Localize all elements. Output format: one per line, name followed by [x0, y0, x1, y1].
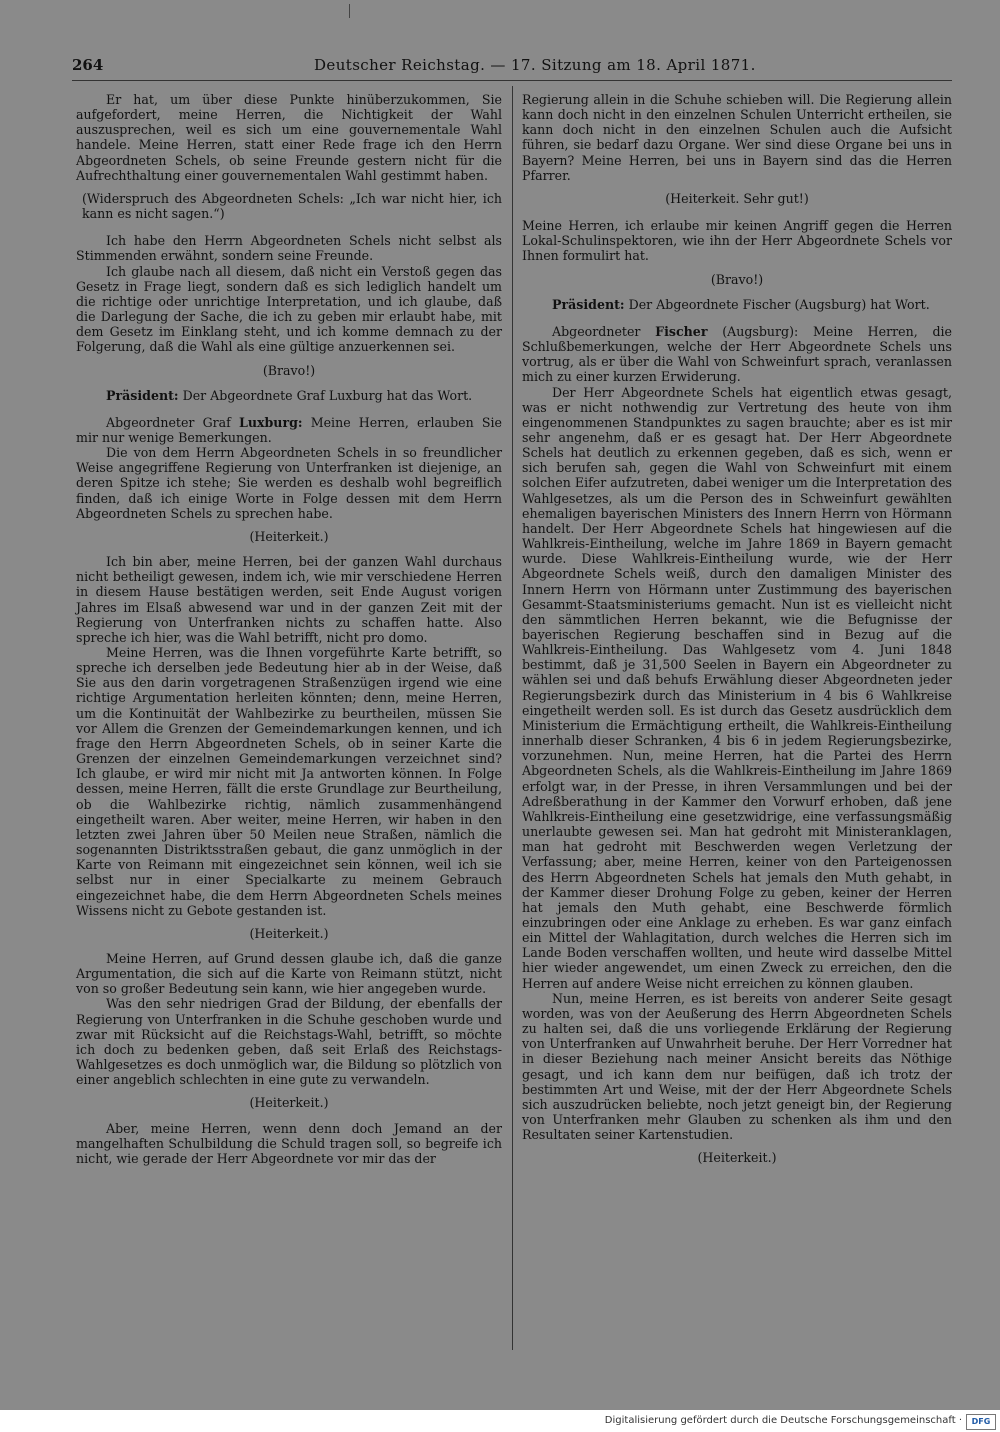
speech-text: Der Abgeordnete Fischer (Augsburg) hat Wort.	[624, 296, 930, 312]
right-column	[522, 92, 952, 1175]
column-divider	[512, 86, 513, 1350]
running-title: Deutscher Reichstag. — 17. Sitzung am 18. April 1871.	[314, 56, 756, 74]
stage-direction: (Heiterkeit.)	[249, 925, 329, 941]
speaker-prefix: Abgeordneter	[552, 323, 656, 339]
top-crop-mark	[349, 4, 350, 18]
paragraph: Regierung allein in die Schuhe schieben will. Die Regierung allein kann doch nicht in den einzelnen Schulen Unterricht ertheilen, sie kann doch nicht in den einzelnen Schulen auch die Aufsicht führen, sie bedarf dazu Organe. Wer sind diese Organe bei uns in Bayern? Meine Herren, bei uns in Bayern sind das die Herren Pfarrer.	[522, 92, 952, 183]
speaker-prefix: Abgeordneter Graf	[106, 414, 239, 430]
stage-direction: (Heiterkeit.)	[697, 1150, 777, 1166]
paragraph: Der Herr Abgeordnete Schels hat eigentlich etwas gesagt, was er nicht nothwendig zur Vertretung des heute von ihm eingenommenen Standpunktes zu sagen brauchte; aber es ist mir sehr angenehm, daß er es gesagt hat. Der Herr Abgeordnete Schels hat deutlich zu erkennen gegeben, daß es sich, wenn er sich berufen sah, gegen die Wahl von Schweinfurt mit einem solchen Eifer aufzutreten, dabei weniger um die Interpretation des Wahlgesetzes, als um die Person des in Schweinfurt gewählten ehemaligen bayerischen Ministers des Innern Herrn von Hörmann handelt. Der Herr Abgeordnete Schels hat hingewiesen auf die Wahlkreis-Eintheilung, welche im Jahre 1869 in Bayern gemacht wurde. Diese Wahlkreis-Eintheilung wurde, wie der Herr Abgeordnete Schels weiß, durch den damaligen Minister des Innern Herrn von Hörmann unter Zustimmung des bayerischen Gesammt-Staatsministeriums gemacht. Nun ist es vielleicht nicht den sämmtlichen Herren bekannt, wie die Befugnisse der bayerischen Regierung beschaffen sind in Bezug auf die Wahlkreis-Eintheilung. Das Wahlgesetz vom 4. Juni 1848 bestimmt, daß je 31,500 Seelen in Bayern ein Abgeordneter zu wählen sei und daß behufs Erwählung dieser Abgeordneten jeder Regierungsbezirk durch das Ministerium in 4 bis 6 Wahlkreise eingetheilt werden soll. Es ist durch das Gesetz ausdrücklich dem Ministerium die Ermächtigung ertheilt, die Wahlkreis-Eintheilung innerhalb dieser Schranken, 4 bis 6 in jedem Regierungsbezirke, vorzunehmen. Nun, meine Herren, hat die Partei des Herrn Abgeordneten Schels, als die Wahlkreis-Eintheilung im Jahre 1869 erfolgt war, in der Presse, in ihren Versammlungen und bei der Adreßberathung in der Kammer den Vorwurf erhoben, daß jene Wahlkreis-Eintheilung eine gesetzwidrige, eine verfassungsmäßig unerlaubte gewesen sei. Man hat gedroht mit Ministeranklagen, man hat gedroht mit Beschwerden wegen Verletzung der Verfassung; aber, meine Herren, keiner von den Parteigenossen des Herrn Abgeordneten Schels hat jemals den Muth gehabt, in der Kammer dieser Drohung Folge zu geben, keiner der Herren hat jemals den Muth gehabt, eine Beschwerde förmlich einzubringen oder eine Anklage zu erheben. Es war ganz einfach ein Mittel der Wahlagitation, durch welches die Herren sich im Lande Boden verschaffen wollten, und heute wird dasselbe Mittel hier wieder angewendet, um einen Zweck zu erreichen, den die Herren auf andere Weise nicht erreichen zu können glauben.	[522, 384, 952, 991]
paragraph: Er hat, um über diese Punkte hinüberzukommen, Sie aufgefordert, meine Herren, die Nichtigkeit der Wahl auszusprechen, weil es sich um eine gouvernementale Wahl handele. Meine Herren, statt einer Rede frage ich den Herrn Abgeordneten Schels, ob seine Freunde gestern nicht für die Aufrechthaltung einer gouvernementalen Wahl gestimmt haben.	[76, 92, 502, 183]
speaker-name: Präsident:	[552, 296, 625, 312]
speaker-paragraph	[76, 415, 502, 445]
paragraph: Meine Herren, ich erlaube mir keinen Angriff gegen die Herren Lokal-Schulinspektoren, wie ihn der Herr Abgeordnete Schels vor Ihnen formulirt hat.	[522, 218, 952, 264]
paragraph: Was den sehr niedrigen Grad der Bildung, der ebenfalls der Regierung von Unterfranken in die Schuhe geschoben wurde und zwar mit Rücksicht auf die Reichstags-Wahl, betrifft, so möchte ich doch zu bedenken geben, daß seit Erlaß des Reichstags-Wahlgesetzes es doch unmöglich war, die Bildung so plötzlich von einer angeblich schlechten in eine gute zu verwandeln.	[76, 996, 502, 1088]
paragraph: Ich bin aber, meine Herren, bei der ganzen Wahl durchaus nicht betheiligt gewesen, indem ich, wie mir verschiedene Herren in diesem Hause bestätigen werden, seit Ende August vorigen Jahres im Elsaß abwesend war und in der ganzen Zeit mit der Regierung von Unterfranken nichts zu schaffen hatte. Also spreche ich hier, was die Wahl betrifft, nicht pro domo.	[76, 554, 502, 645]
stage-direction: (Heiterkeit.)	[249, 1095, 329, 1111]
stage-direction: (Heiterkeit.)	[249, 528, 329, 544]
speaker-name: Fischer	[655, 323, 708, 339]
paragraph: Meine Herren, auf Grund dessen glaube ich, daß die ganze Argumentation, die sich auf die Karte von Reimann stützt, nicht von so großer Bedeutung sein kann, wie hier angegeben wurde.	[76, 950, 502, 997]
paragraph: Ich glaube nach all diesem, daß nicht ein Verstoß gegen das Gesetz in Frage liegt, sondern daß es sich lediglich handelt um die richtige oder unrichtige Interpretation, und ich glaube, daß die Darlegung der Sache, die ich zu geben mir erlaubt habe, mit dem Gesetz im Einklang steht, und ich komme demnach zu der Folgerung, daß die Wahl als eine gültige anzuerkennen sei.	[76, 263, 502, 355]
speaker-paragraph	[522, 297, 952, 312]
stage-direction: (Heiterkeit. Sehr gut!)	[665, 190, 809, 206]
stage-direction: (Bravo!)	[710, 271, 764, 287]
paragraph: Nun, meine Herren, es ist bereits von anderer Seite gesagt worden, was von der Aeußerung des Herrn Abgeordneten Schels zu halten sei, daß die uns vorliegende Erklärung der Regierung von Unterfranken auf Unwahrheit beruhe. Der Herr Vorredner hat in dieser Beziehung nach meiner Ansicht bereits das Nöthige gesagt, und ich kann dem nur beifügen, daß ich trotz der bestimmten Art und Weise, mit der der Herr Abgeordnete Schels sich auszudrücken beliebte, noch jetzt geneigt bin, der Regierung von Unterfranken mehr Glauben zu schenken als ihm und den Resultaten seiner Kartenstudien.	[522, 990, 952, 1143]
paragraph: Ich habe den Herrn Abgeordneten Schels nicht selbst als Stimmenden erwähnt, sondern seine Freunde.	[76, 233, 502, 264]
stage-direction: (Bravo!)	[262, 362, 316, 378]
speaker-name: Luxburg:	[238, 414, 303, 430]
page-number: 264	[72, 56, 104, 74]
speech-text: (Augsburg): Meine Herren, die Schlußbemerkungen, welche der Herr Abgeordnete Schels uns vortrug, als er über die Wahl von Schweinfurt sprach, veranlassen mich zu einer kurzen Erwiderung.	[522, 323, 952, 385]
left-column	[76, 92, 502, 1166]
header-rule	[72, 80, 952, 81]
speech-text: Der Abgeordnete Graf Luxburg hat das Wort.	[178, 387, 473, 403]
dfg-logo: DFG	[966, 1414, 996, 1430]
paragraph: Aber, meine Herren, wenn denn doch Jemand an der mangelhaften Schulbildung die Schuld tragen soll, so begreife ich nicht, wie gerade der Herr Abgeordnete vor mir das der	[76, 1120, 502, 1166]
footer-bar	[0, 1410, 1000, 1432]
speaker-paragraph	[76, 388, 502, 403]
paragraph: Meine Herren, was die Ihnen vorgeführte Karte betrifft, so spreche ich derselben jede Bedeutung hier ab in der Weise, daß Sie aus den darin vorgetragenen Straßenzügen irgend wie eine richtige Argumentation herleiten könnten; denn, meine Herren, um die Kontinuität der Wahlbezirke zu beurtheilen, müssen Sie vor Allem die Grenzen der Gemeindemarkungen kennen, und ich frage den Herrn Abgeordneten Schels, ob in seiner Karte die Grenzen der einzelnen Gemeindemarkungen verzeichnet sind? Ich glaube, er wird mir nicht mit Ja antworten können. In Folge dessen, meine Herren, fällt die erste Grundlage zur Beurtheilung, ob die Wahlbezirke richtig, nämlich zusammenhängend eingetheilt waren. Aber weiter, meine Herren, wir haben in den letzten zwei Jahren über 50 Meilen neue Straßen, nämlich die sogenannten Distriktsstraßen gebaut, die ganz unmöglich in der Karte von Reimann mit eingezeichnet sein können, weil ich sie selbst nur in einer Specialkarte zu meinem Gebrauch eingezeichnet habe, die dem Herrn Abgeordneten Schels meines Wissens nicht zu Gebote gestanden ist.	[76, 645, 502, 918]
paragraph: Die von dem Herrn Abgeordneten Schels in so freundlicher Weise angegriffene Regierung von Unterfranken ist diejenige, an deren Spitze ich stehe; Sie werden es deshalb wohl begreiflich finden, daß ich einige Worte in Folge dessen mit dem Herrn Abgeordneten Schels zu sprechen habe.	[76, 445, 502, 521]
speaker-paragraph	[522, 324, 952, 385]
interjection: (Widerspruch des Abgeordneten Schels: „Ich war nicht hier, ich kann es nicht sagen.“)	[82, 190, 502, 222]
speaker-name: Präsident:	[106, 387, 179, 403]
funding-credit: Digitalisierung gefördert durch die Deutsche Forschungsgemeinschaft ·	[604, 1415, 962, 1426]
page-header	[72, 56, 930, 80]
speech-text: Meine Herren, erlauben Sie mir nur wenige Bemerkungen.	[76, 414, 502, 445]
